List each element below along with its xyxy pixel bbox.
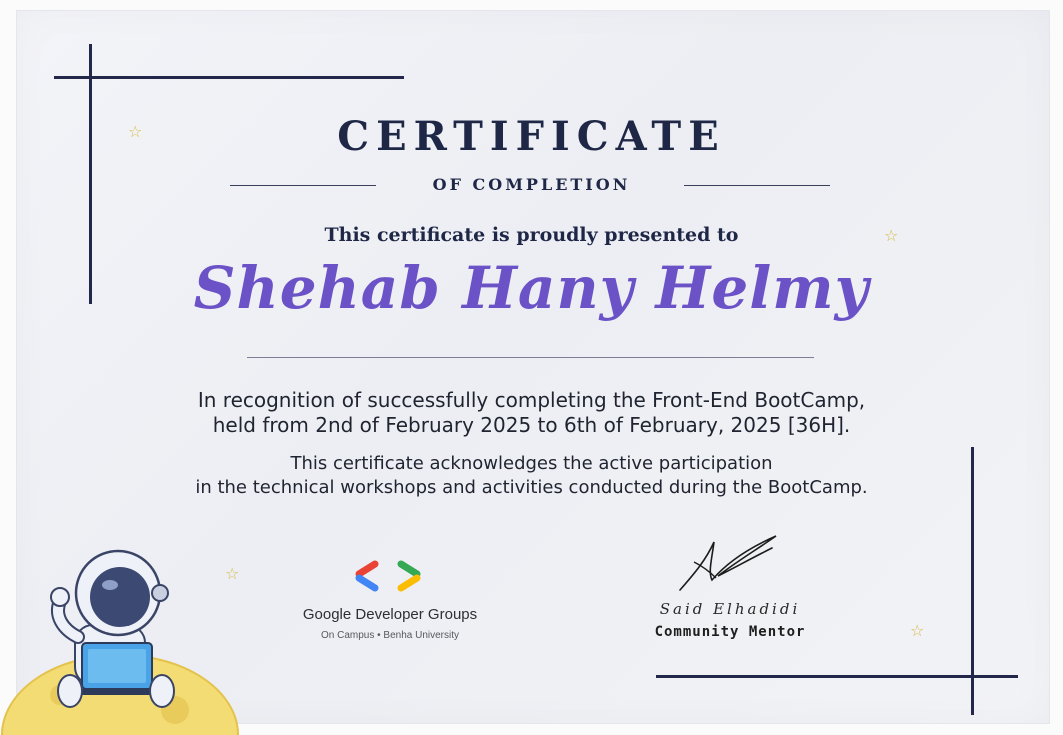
bottom-right-horizontal-line bbox=[656, 675, 1018, 678]
acknowledgement-line-1: This certificate acknowledges the active participation bbox=[290, 453, 773, 474]
organization-subtitle: On Campus • Benha University bbox=[320, 630, 459, 641]
star-icon: ☆ bbox=[225, 564, 240, 583]
acknowledgement-line-2: in the technical workshops and activities conducted during the BootCamp. bbox=[195, 477, 868, 498]
gdg-logo-icon bbox=[353, 558, 425, 594]
star-icon: ☆ bbox=[884, 226, 899, 245]
astronaut-illustration-icon bbox=[0, 545, 240, 735]
acknowledgement-text bbox=[0, 452, 1063, 500]
signatory-role: Community Mentor bbox=[654, 624, 806, 640]
star-icon: ☆ bbox=[128, 122, 143, 141]
top-left-horizontal-line bbox=[54, 76, 404, 79]
recognition-text bbox=[0, 388, 1063, 438]
recipient-name: Shehab Hany Helmy bbox=[193, 254, 870, 322]
certificate-title: CERTIFICATE bbox=[337, 113, 726, 160]
signature-icon bbox=[672, 532, 782, 598]
star-icon: ☆ bbox=[910, 621, 925, 640]
certificate-subtitle: OF COMPLETION bbox=[432, 175, 631, 194]
presented-line: This certificate is proudly presented to bbox=[324, 224, 739, 246]
recipient-underline bbox=[247, 357, 814, 358]
recognition-line-1: In recognition of successfully completing the Front-End BootCamp, bbox=[197, 388, 866, 412]
organization-name: Google Developer Groups bbox=[302, 606, 478, 623]
recognition-line-2: held from 2nd of February 2025 to 6th of February, 2025 [36H]. bbox=[212, 413, 851, 437]
signatory-name: Said Elhadidi bbox=[659, 600, 801, 618]
